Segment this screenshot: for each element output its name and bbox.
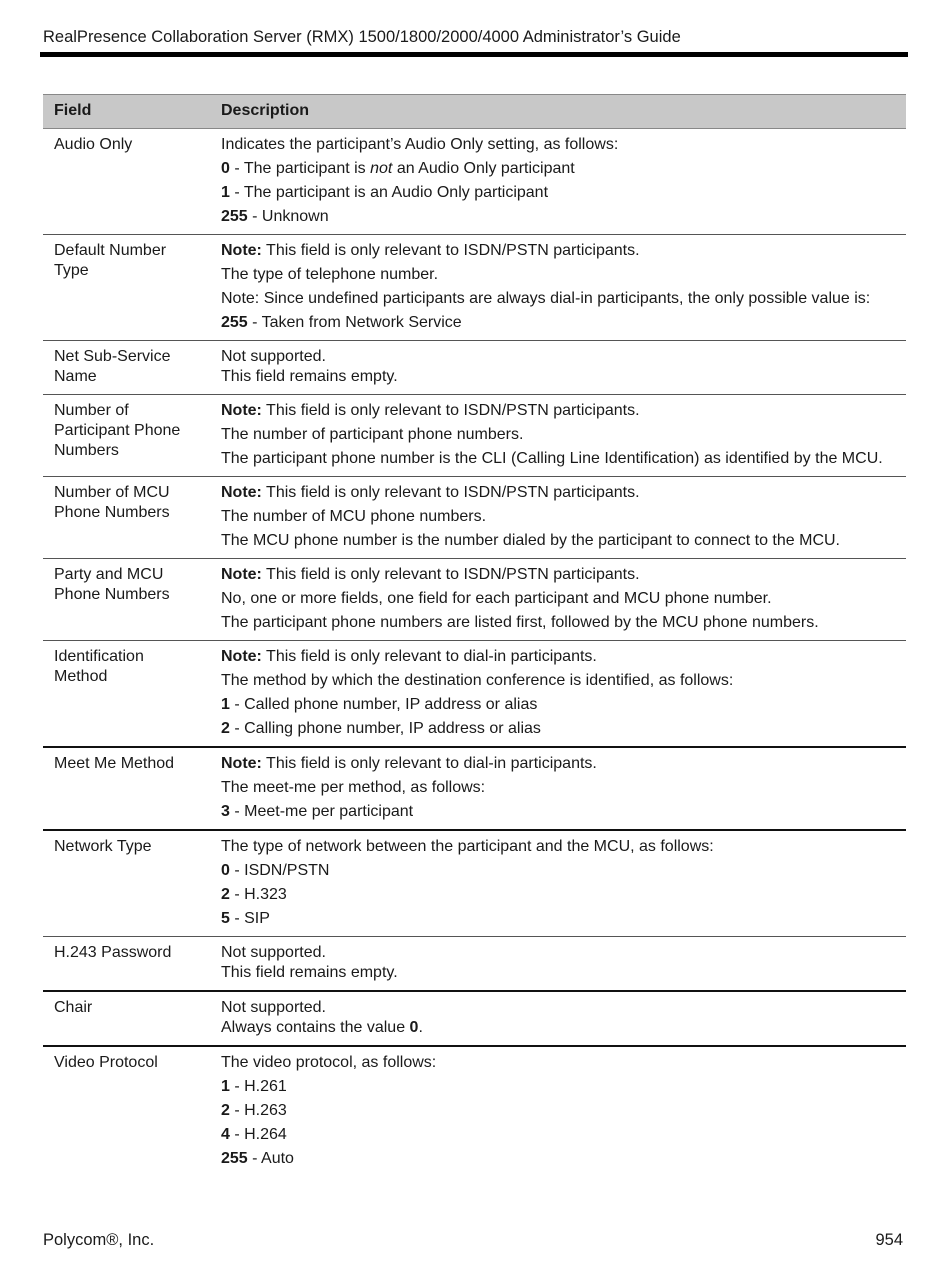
value-code: Note:	[221, 484, 262, 501]
value-code: Note:	[221, 755, 262, 772]
description-text: - The participant is an Audio Only participant	[229, 184, 549, 201]
description-line	[221, 943, 895, 963]
description-line	[221, 695, 895, 715]
description-text: This field is only relevant to ISDN/PSTN participants.	[261, 566, 640, 583]
value-code: 255	[221, 208, 248, 225]
description-line	[221, 647, 895, 667]
description-text: This field remains empty.	[221, 368, 398, 385]
description-text: - Unknown	[247, 208, 329, 225]
field-name-cell: Net Sub-Service Name	[43, 341, 210, 395]
description-text: - Taken from Network Service	[247, 314, 462, 331]
table-row	[43, 991, 906, 1046]
description-line	[221, 159, 895, 179]
description-cell	[210, 129, 906, 235]
field-name-cell: Network Type	[43, 830, 210, 937]
description-text: This field is only relevant to dial-in participants.	[261, 755, 597, 772]
field-name-cell: Chair	[43, 991, 210, 1046]
value-code: Note:	[221, 402, 262, 419]
table-header-row	[43, 95, 906, 129]
footer-company: Polycom®, Inc.	[43, 1231, 155, 1249]
value-code: 0	[409, 1019, 419, 1036]
description-text: - Auto	[247, 1150, 294, 1167]
table-row	[43, 937, 906, 992]
description-cell	[210, 937, 906, 992]
field-name-cell: Number of Participant Phone Numbers	[43, 395, 210, 477]
value-code: 4	[221, 1126, 230, 1143]
description-line	[221, 613, 895, 633]
description-text: The number of MCU phone numbers.	[221, 508, 487, 525]
description-text: Always contains the value	[221, 1019, 410, 1036]
emphasis-text: not	[370, 160, 393, 177]
description-text: The type of telephone number.	[221, 266, 439, 283]
table-row	[43, 1046, 906, 1176]
description-line	[221, 565, 895, 585]
table-row	[43, 341, 906, 395]
value-code: 255	[221, 1150, 248, 1167]
description-text: Indicates the participant’s Audio Only setting, as follows:	[221, 136, 619, 153]
column-header-field: Field	[43, 95, 210, 129]
column-header-description: Description	[210, 95, 906, 129]
description-text: The participant phone number is the CLI (Calling Line Identification) as identified by the MCU.	[221, 450, 883, 467]
value-code: 255	[221, 314, 248, 331]
description-line	[221, 207, 895, 227]
value-code: Note:	[221, 242, 262, 259]
value-code: Note:	[221, 566, 262, 583]
description-text: Not supported.	[221, 348, 326, 365]
description-text: Note: Since undefined participants are always dial-in participants, the only possible value is:	[221, 290, 871, 307]
field-description-table-container	[43, 94, 906, 1176]
description-text: Not supported.	[221, 944, 326, 961]
description-cell	[210, 1046, 906, 1176]
description-line	[221, 589, 895, 609]
field-name-cell: Audio Only	[43, 129, 210, 235]
description-line	[221, 531, 895, 551]
table-row	[43, 641, 906, 748]
description-line	[221, 778, 895, 798]
table-row	[43, 129, 906, 235]
description-line	[221, 241, 895, 261]
description-line	[221, 998, 895, 1018]
description-cell	[210, 341, 906, 395]
description-text: No, one or more fields, one field for each participant and MCU phone number.	[221, 590, 772, 607]
value-code: 3	[221, 803, 230, 820]
description-line	[221, 1149, 895, 1169]
field-name-cell: Default Number Type	[43, 235, 210, 341]
description-line	[221, 313, 895, 333]
table-row	[43, 559, 906, 641]
description-line	[221, 425, 895, 445]
description-text: - ISDN/PSTN	[229, 862, 330, 879]
description-text: - H.263	[229, 1102, 287, 1119]
description-line	[221, 183, 895, 203]
description-line	[221, 1101, 895, 1121]
description-text: - H.261	[229, 1078, 287, 1095]
field-name-cell: Number of MCU Phone Numbers	[43, 477, 210, 559]
description-line	[221, 719, 895, 739]
description-text: - SIP	[229, 910, 270, 927]
description-text: This field remains empty.	[221, 964, 398, 981]
description-line	[221, 1053, 895, 1073]
description-text: The meet-me per method, as follows:	[221, 779, 486, 796]
description-line	[221, 802, 895, 822]
value-code: Note:	[221, 648, 262, 665]
description-cell	[210, 235, 906, 341]
description-line	[221, 1125, 895, 1145]
description-line	[221, 837, 895, 857]
description-cell	[210, 991, 906, 1046]
description-cell	[210, 477, 906, 559]
description-line	[221, 483, 895, 503]
description-line	[221, 367, 895, 387]
description-text: This field is only relevant to dial-in participants.	[261, 648, 597, 665]
description-text: This field is only relevant to ISDN/PSTN participants.	[261, 242, 640, 259]
footer-page-number: 954	[875, 1231, 903, 1249]
description-text: - Called phone number, IP address or alias	[229, 696, 538, 713]
description-line	[221, 963, 895, 983]
description-cell	[210, 641, 906, 748]
description-line	[221, 449, 895, 469]
value-code: 1	[221, 696, 230, 713]
description-text: - H.264	[229, 1126, 287, 1143]
table-body	[43, 129, 906, 1177]
field-name-cell: Video Protocol	[54, 1054, 158, 1071]
description-text: - Meet-me per participant	[229, 803, 414, 820]
value-code: 2	[221, 886, 230, 903]
description-text: The number of participant phone numbers.	[221, 426, 524, 443]
description-line	[221, 909, 895, 929]
page-header-title: RealPresence Collaboration Server (RMX) 1500/1800/2000/4000 Administrator’s Guide	[43, 28, 681, 46]
field-name-cell: Party and MCU Phone Numbers	[43, 559, 210, 641]
description-text: This field is only relevant to ISDN/PSTN participants.	[261, 402, 640, 419]
description-text: The type of network between the participant and the MCU, as follows:	[221, 838, 714, 855]
description-line	[221, 347, 895, 367]
description-text: - Calling phone number, IP address or alias	[229, 720, 541, 737]
field-name-cell: Meet Me Method	[43, 747, 210, 830]
value-code: 2	[221, 1102, 230, 1119]
description-text: - H.323	[229, 886, 287, 903]
description-text: Not supported.	[221, 999, 326, 1016]
value-code: 0	[221, 862, 230, 879]
description-line	[221, 265, 895, 285]
description-text: The video protocol, as follows:	[221, 1054, 437, 1071]
description-line	[221, 507, 895, 527]
description-text: The method by which the destination conference is identified, as follows:	[221, 672, 734, 689]
description-cell	[210, 395, 906, 477]
table-row	[43, 395, 906, 477]
value-code: 1	[221, 1078, 230, 1095]
field-description-table	[43, 94, 906, 1176]
table-row	[43, 477, 906, 559]
value-code: 5	[221, 910, 230, 927]
description-line	[221, 885, 895, 905]
table-row	[43, 747, 906, 830]
field-name-cell: Identification Method	[43, 641, 210, 748]
description-text: This field is only relevant to ISDN/PSTN participants.	[261, 484, 640, 501]
table-row	[43, 830, 906, 937]
description-text: - The participant is	[229, 160, 371, 177]
description-cell	[210, 830, 906, 937]
value-code: 0	[221, 160, 230, 177]
description-line	[221, 135, 895, 155]
description-text-tail: an Audio Only participant	[392, 160, 575, 177]
value-code: 1	[221, 184, 230, 201]
field-name-cell: H.243 Password	[43, 937, 210, 992]
description-line	[221, 1077, 895, 1097]
description-line	[221, 289, 895, 309]
description-text: The participant phone numbers are listed first, followed by the MCU phone numbers.	[221, 614, 819, 631]
description-line	[221, 1018, 895, 1038]
description-line	[221, 671, 895, 691]
description-line	[221, 401, 895, 421]
description-cell	[210, 747, 906, 830]
value-code: 2	[221, 720, 230, 737]
description-text-tail: .	[418, 1019, 423, 1036]
header-rule	[40, 52, 908, 57]
description-line	[221, 861, 895, 881]
description-text: The MCU phone number is the number dialed by the participant to connect to the MCU.	[221, 532, 840, 549]
description-line	[221, 754, 895, 774]
description-cell	[210, 559, 906, 641]
table-row	[43, 235, 906, 341]
